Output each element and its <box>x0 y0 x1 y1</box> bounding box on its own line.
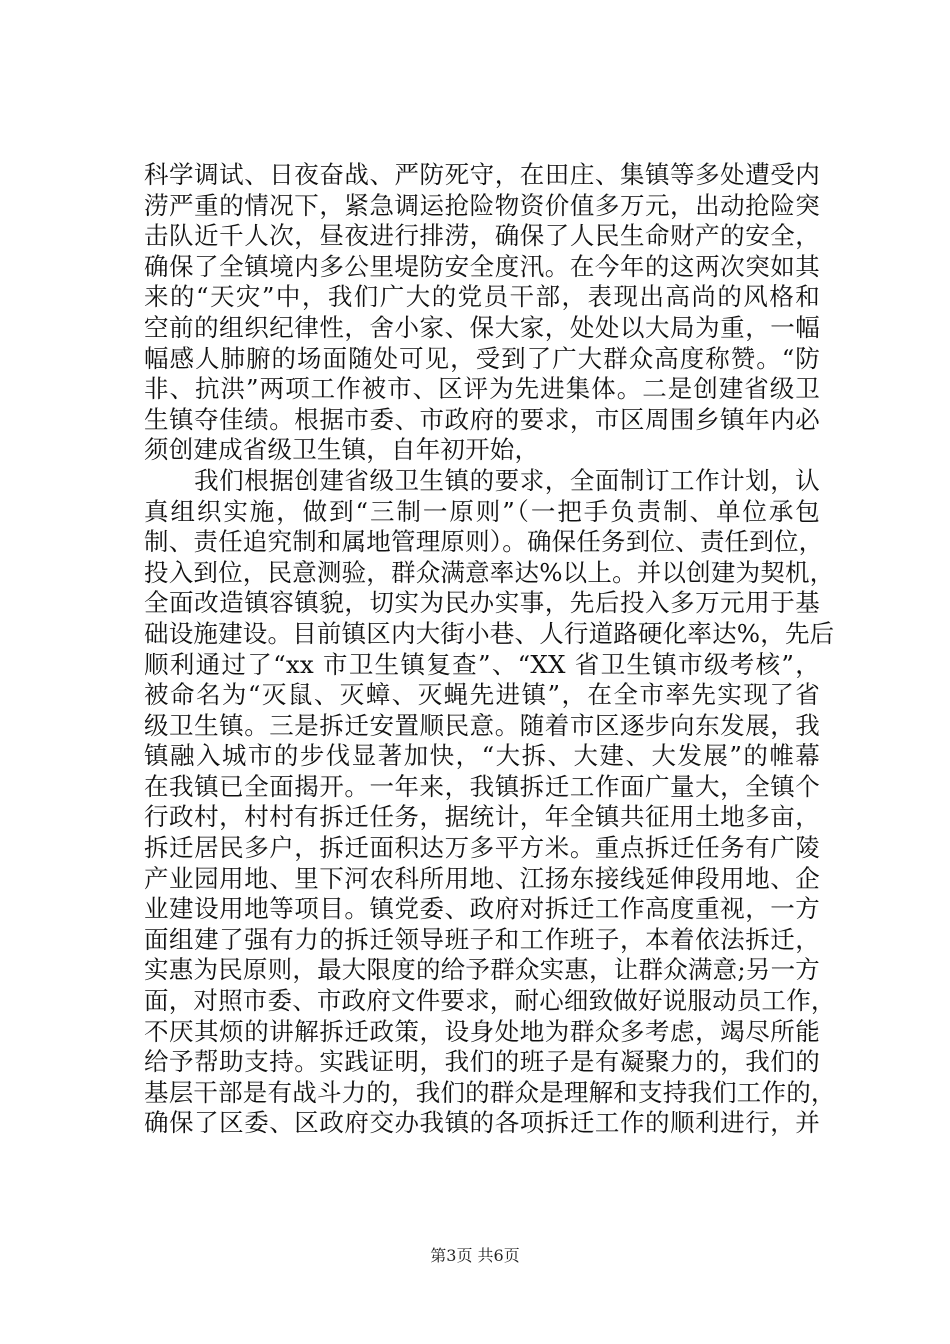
text-line: 面，对照市委、市政府文件要求，耐心细致做好说服动员工作， <box>144 986 836 1016</box>
text-line: 级卫生镇。三是拆迁安置顺民意。随着市区逐步向东发展，我 <box>144 710 820 740</box>
text-line: 面组建了强有力的拆迁领导班子和工作班子，本着依法拆迁， <box>144 924 820 954</box>
text-line: 被命名为“灭鼠、灭蟑、灭蝇先进镇”，在全市率先实现了省 <box>144 680 820 710</box>
text-line: 顺利通过了“xx 市卫生镇复查”、“XX 省卫生镇市级考核”， <box>144 649 820 679</box>
text-line: 生镇夺佳绩。根据市委、市政府的要求，市区周围乡镇年内必 <box>144 404 820 434</box>
text-line: 础设施建设。目前镇区内大街小巷、人行道路硬化率达%，先后 <box>144 618 835 648</box>
text-line: 非、抗洪”两项工作被市、区评为先进集体。二是创建省级卫 <box>144 374 820 404</box>
text-line: 拆迁居民多户，拆迁面积达万多平方米。重点拆迁任务有广陵 <box>144 833 820 863</box>
text-line: 在我镇已全面揭开。一年来，我镇拆迁工作面广量大，全镇个 <box>144 771 820 801</box>
text-line: 投入到位，民意测验，群众满意率达%以上。并以创建为契机， <box>144 557 835 587</box>
text-line: 实惠为民原则，最大限度的给予群众实惠，让群众满意;另一方 <box>144 955 820 985</box>
paragraph-1 <box>144 160 820 466</box>
text-line: 产业园用地、里下河农科所用地、江扬东接线延伸段用地、企 <box>144 863 820 893</box>
text-line: 须创建成省级卫生镇，自年初开始， <box>144 435 540 465</box>
text-line: 来的“天灾”中，我们广大的党员干部，表现出高尚的风格和 <box>144 282 820 312</box>
text-line: 制、责任追究制和属地管理原则）。确保任务到位、责任到位， <box>144 527 824 557</box>
text-line: 确保了全镇境内多公里堤防安全度汛。在今年的这两次突如其 <box>144 251 820 281</box>
text-line: 真组织实施，做到“三制一原则”（一把手负责制、单位承包 <box>144 496 820 526</box>
page-number-footer: 第3页 共6页 <box>430 1246 520 1265</box>
text-line: 不厌其烦的讲解拆迁政策，设身处地为群众多考虑，竭尽所能 <box>144 1016 820 1046</box>
text-line: 镇融入城市的步伐显著加快，“大拆、大建、大发展”的帷幕 <box>144 741 820 771</box>
text-line: 确保了区委、区政府交办我镇的各项拆迁工作的顺利进行，并 <box>144 1108 820 1138</box>
paragraph-2 <box>144 465 836 1139</box>
text-line: 科学调试、日夜奋战、严防死守，在田庄、集镇等多处遭受内 <box>144 160 820 189</box>
text-line: 我们根据创建省级卫生镇的要求，全面制订工作计划，认 <box>144 465 820 495</box>
text-line: 业建设用地等项目。镇党委、政府对拆迁工作高度重视，一方 <box>144 894 820 924</box>
document-body <box>144 160 836 1139</box>
text-line: 击队近千人次，昼夜进行排涝，确保了人民生命财产的安全， <box>144 221 820 251</box>
text-line: 全面改造镇容镇貌，切实为民办实事，先后投入多万元用于基 <box>144 588 820 618</box>
text-line: 行政村，村村有拆迁任务，据统计，年全镇共征用土地多亩， <box>144 802 820 832</box>
text-line: 涝严重的情况下，紧急调运抢险物资价值多万元，出动抢险突 <box>144 190 820 220</box>
text-line: 幅感人肺腑的场面随处可见，受到了广大群众高度称赞。“防 <box>144 343 820 373</box>
text-line: 空前的组织纪律性，舍小家、保大家，处处以大局为重，一幅 <box>144 312 820 342</box>
text-line: 基层干部是有战斗力的，我们的群众是理解和支持我们工作的， <box>144 1077 836 1107</box>
text-line: 给予帮助支持。实践证明，我们的班子是有凝聚力的，我们的 <box>144 1047 820 1077</box>
